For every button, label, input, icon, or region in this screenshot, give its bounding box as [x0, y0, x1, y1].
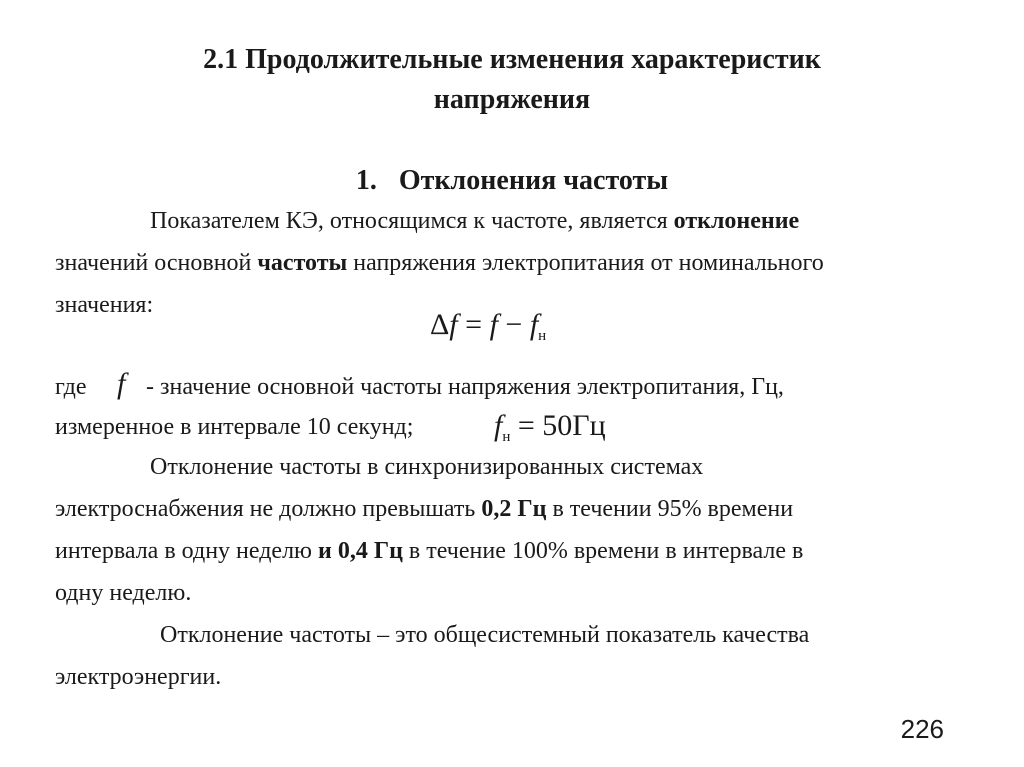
subscript-nominal: н: [502, 429, 511, 445]
paragraph-2-line-4: одну неделю.: [55, 580, 192, 606]
subscript-nominal: н: [538, 328, 547, 344]
section-title: Отклонения частоты: [398, 165, 669, 196]
text-run: электроснабжения не должно превышать: [55, 496, 482, 522]
text-run: Показателем КЭ, относящимся к частоте, является: [150, 208, 674, 234]
text-run: интервала в одну неделю: [55, 538, 318, 564]
minus-sign: −: [497, 308, 530, 341]
section-number: 1.: [355, 165, 377, 196]
text-run: значений основной: [55, 250, 258, 276]
paragraph-2-line-3: [55, 536, 803, 566]
paragraph-1-line-3: значения:: [55, 292, 154, 318]
section-heading: [0, 163, 1024, 199]
math-var-f: f: [489, 308, 498, 341]
paragraph-1-line-2: [55, 248, 824, 278]
bold-limit-0-2: 0,2 Гц: [481, 496, 547, 522]
bold-term-deviation: отклонение: [673, 208, 800, 234]
definition-line-1: - значение основной частоты напряжения электропитания, Гц,: [146, 374, 784, 400]
text-run: в течении 95% времени: [546, 496, 794, 522]
formula-nominal-frequency: [494, 406, 606, 451]
bold-limit-0-4: и 0,4 Гц: [317, 538, 403, 564]
definition-math-f: f: [117, 367, 126, 400]
paragraph-3-line-1: Отклонение частоты – это общесистемный показатель качества: [160, 622, 810, 648]
definition-where: где: [55, 374, 87, 400]
page-number: 226: [900, 714, 944, 744]
formula-frequency-deviation: [430, 305, 546, 350]
math-var-f: f: [494, 409, 503, 442]
slide-title-line-2: напряжения: [433, 84, 591, 115]
equals-sign: =: [457, 308, 490, 341]
text-run: в течение 100% времени в интервале в: [402, 538, 804, 564]
paragraph-2-line-2: [55, 494, 793, 524]
delta-symbol: Δ: [430, 308, 450, 341]
bold-term-frequency: частоты: [257, 250, 348, 276]
paragraph-1-line-1: [150, 206, 799, 236]
text-run: напряжения электропитания от номинального: [347, 250, 824, 276]
math-var-f: f: [449, 308, 458, 341]
math-var-f: f: [529, 308, 539, 341]
paragraph-3-line-2: электроэнергии.: [55, 664, 222, 690]
paragraph-2-line-1: Отклонение частоты в синхронизированных системах: [150, 454, 704, 480]
nominal-value: = 50Гц: [510, 409, 606, 442]
definition-line-2: измеренное в интервале 10 секунд;: [55, 414, 414, 440]
slide-title-line-1: 2.1 Продолжительные изменения характеристик: [203, 44, 821, 75]
